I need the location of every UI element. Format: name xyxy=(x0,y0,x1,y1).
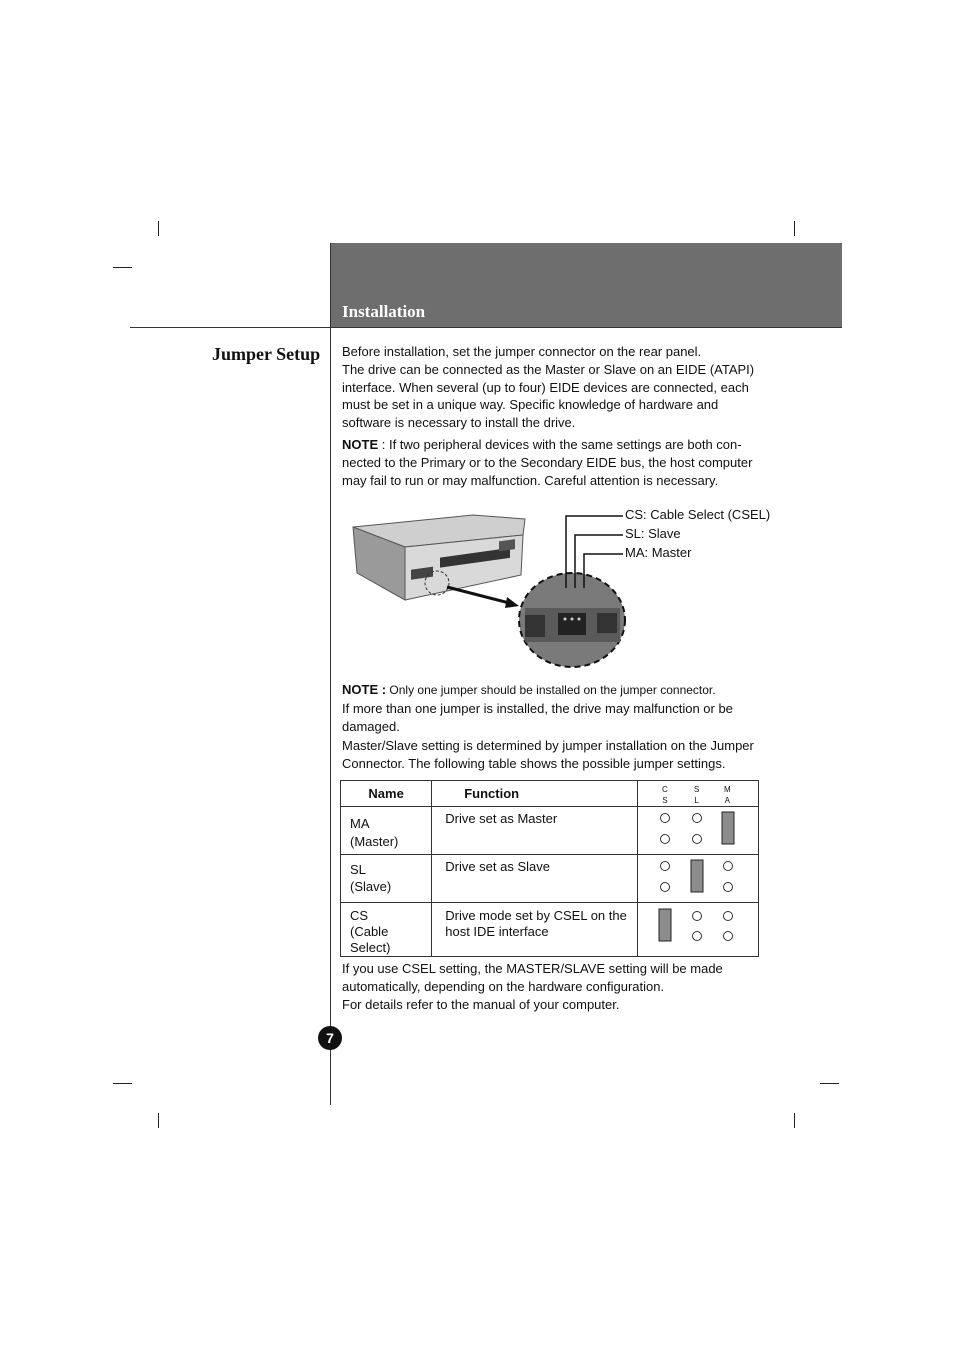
crop-mark xyxy=(158,1113,159,1128)
text-line: Before installation, set the jumper connector on the rear panel. xyxy=(342,344,702,359)
text-line: nected to the Primary or to the Secondary EIDE bus, the host computer xyxy=(342,454,753,470)
row-pins xyxy=(637,855,758,903)
table-header-row xyxy=(341,781,759,807)
row-function xyxy=(432,855,638,903)
pin xyxy=(692,912,701,921)
pin xyxy=(571,618,574,621)
jumper-cap xyxy=(691,860,703,892)
table-row xyxy=(341,855,759,903)
pin xyxy=(723,932,732,941)
pin xyxy=(692,835,701,844)
arrow-head xyxy=(505,597,519,608)
function-line: host IDE interface xyxy=(445,924,549,939)
text-line: For details refer to the manual of your computer. xyxy=(342,996,620,1012)
column-rule xyxy=(330,243,331,1105)
text-line: must be set in a unique way. Specific knowledge of hardware and xyxy=(342,397,719,413)
text-line: damaged. xyxy=(342,718,400,734)
row-name-code: MA xyxy=(350,816,370,831)
pin xyxy=(564,618,567,621)
zoom-jumper-header xyxy=(558,613,586,635)
callout-ma: MA: Master xyxy=(625,545,692,560)
jumper-diagram-cable-select xyxy=(638,903,758,947)
pin-label-top: S xyxy=(693,785,700,794)
header-name: Name xyxy=(341,781,432,807)
crop-mark xyxy=(113,1083,132,1084)
text-line: software is necessary to install the drive. xyxy=(342,415,576,431)
pin xyxy=(660,814,669,823)
text-line: may fail to run or may malfunction. Careful attention is necessary. xyxy=(342,472,719,488)
pin-label-bottom: A xyxy=(724,796,730,805)
text-line: If more than one jumper is installed, the drive may malfunction or be xyxy=(342,700,733,716)
pin-label-top: M xyxy=(723,785,731,794)
crop-mark xyxy=(113,267,132,268)
pin xyxy=(692,814,701,823)
zoom-power-connector xyxy=(597,613,617,633)
jumper-cap xyxy=(722,812,734,844)
row-name-sub: (Master) xyxy=(350,834,399,849)
row-name xyxy=(341,903,432,957)
jumper-diagram-slave xyxy=(638,855,758,899)
pin-label-bottom: L xyxy=(694,796,699,805)
note-paragraph xyxy=(342,681,767,773)
function-line: Drive mode set by CSEL on the xyxy=(445,908,627,923)
pin xyxy=(578,618,581,621)
function-line: Drive set as Master xyxy=(445,811,558,826)
callout-cs: CS: Cable Select (CSEL) xyxy=(625,507,771,522)
section-title: Installation xyxy=(342,302,426,321)
callout-sl: SL: Slave xyxy=(625,526,681,541)
crop-mark xyxy=(158,221,159,236)
header-rule xyxy=(130,327,842,328)
text-line: Master/Slave setting is determined by jumper installation on the Jumper xyxy=(342,738,754,754)
pin-label-ma xyxy=(724,784,731,806)
pin-label-cs xyxy=(662,784,668,806)
pin-label-sl xyxy=(694,784,699,806)
jumper-cap xyxy=(659,909,671,941)
text-line: If you use CSEL setting, the MASTER/SLAVE setting will be made xyxy=(342,961,723,976)
page-number: 7 xyxy=(318,1026,342,1050)
row-name xyxy=(341,807,432,855)
note-label: NOTE xyxy=(342,437,379,452)
row-name-code: CS xyxy=(350,908,369,923)
crop-mark xyxy=(794,221,795,236)
leader-ma xyxy=(584,554,623,588)
row-pins xyxy=(637,807,758,855)
row-name-sub: (Slave) xyxy=(350,879,392,894)
pin xyxy=(692,932,701,941)
zoom-ide-connector xyxy=(525,615,545,637)
jumper-settings-table xyxy=(340,780,759,957)
text-line: interface. When several (up to four) EIDE devices are connected, each xyxy=(342,379,749,395)
row-pins xyxy=(637,903,758,957)
outro-paragraph xyxy=(342,960,767,1013)
crop-mark xyxy=(820,1083,839,1084)
row-name xyxy=(341,855,432,903)
table-row xyxy=(341,807,759,855)
text-line: automatically, depending on the hardware configuration. xyxy=(342,978,665,994)
pin xyxy=(660,862,669,871)
pin xyxy=(723,883,732,892)
note-paragraph xyxy=(342,436,767,489)
crop-mark xyxy=(794,1113,795,1128)
text-line: Connector. The following table shows the possible jumper settings. xyxy=(342,756,726,772)
callout-leaders xyxy=(560,510,630,590)
row-function xyxy=(432,903,638,957)
text-line xyxy=(342,681,767,700)
function-line: Drive set as Slave xyxy=(445,859,550,874)
note-label: NOTE : xyxy=(342,682,387,697)
header-function: Function xyxy=(432,781,638,807)
jumper-diagram-master xyxy=(638,807,758,851)
row-function xyxy=(432,807,638,855)
note-text: : If two peripheral devices with the same settings are both con- xyxy=(378,437,742,452)
pin xyxy=(660,835,669,844)
pin xyxy=(723,912,732,921)
leader-sl xyxy=(575,535,623,588)
table-row xyxy=(341,903,759,957)
text-line xyxy=(342,436,767,454)
pointer-arrow xyxy=(447,587,513,604)
page-title: Jumper Setup xyxy=(212,344,321,364)
row-name-code: SL xyxy=(350,862,366,877)
text-line: The drive can be connected as the Master or Slave on an EIDE (ATAPI) xyxy=(342,361,755,377)
header-pins xyxy=(637,781,758,807)
pin xyxy=(723,862,732,871)
intro-paragraph xyxy=(342,343,767,432)
pin-label-bottom: S xyxy=(662,796,668,805)
note-text: Only one jumper should be installed on the jumper connector. xyxy=(386,683,716,697)
pin-label-top: C xyxy=(661,785,668,794)
row-name-sub: (Cable Select) xyxy=(350,924,391,955)
pin xyxy=(660,883,669,892)
